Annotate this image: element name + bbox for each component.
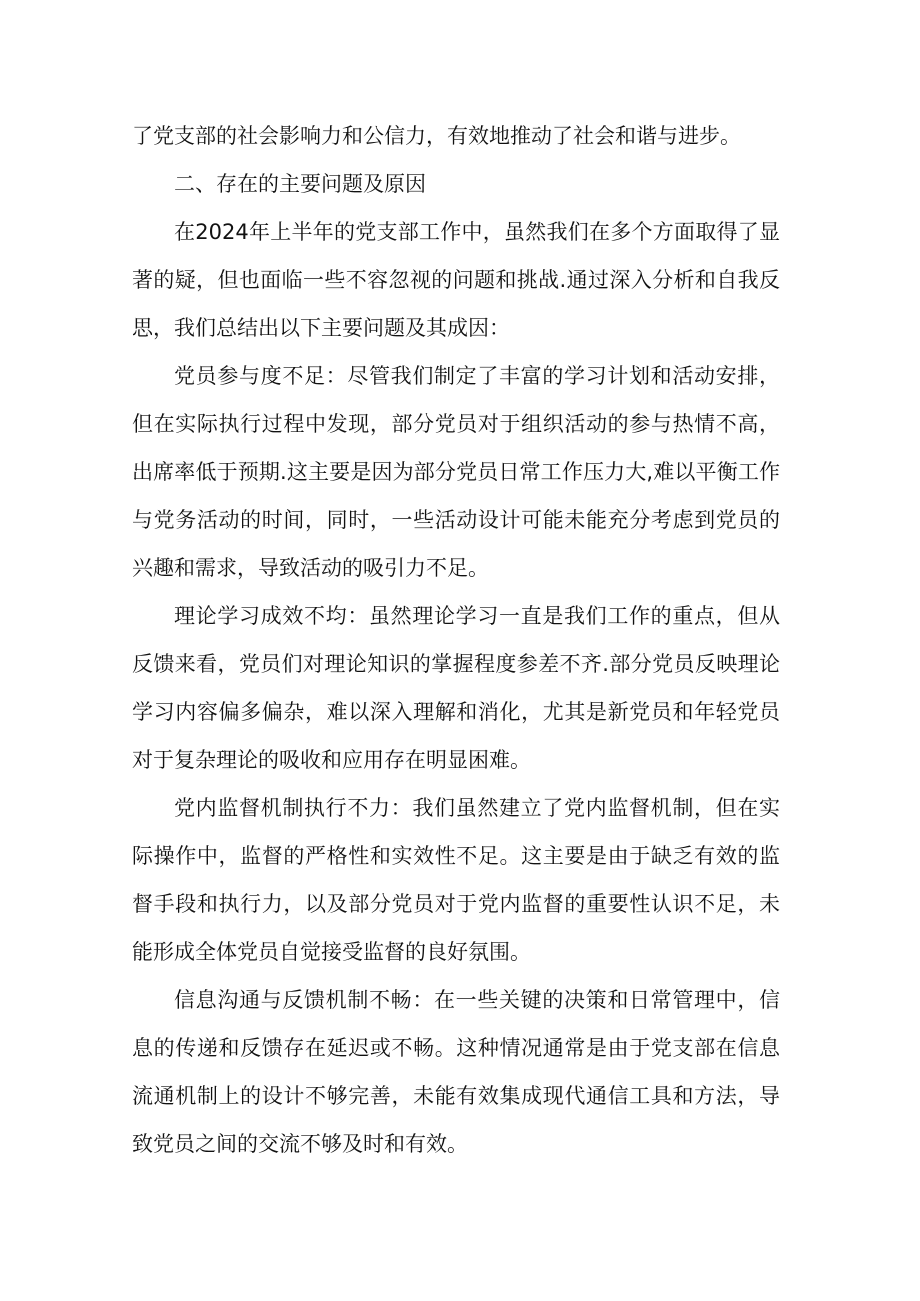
paragraph-member-participation: 党员参与度不足：尽管我们制定了丰富的学习计划和活动安排，但在实际执行过程中发现，部分党员对于组织活动的参与热情不高，出席率低于预期.这主要是因为部分党员日常工作压力大,难以平衡工作与党务活动的时间，同时，一些活动设计可能未能充分考虑到党员的兴趣和需求，导致活动的吸引力不足。	[132, 364, 780, 580]
paragraph-communication: 信息沟通与反馈机制不畅：在一些关键的决策和日常管理中，信息的传递和反馈存在延迟或不畅。这种情况通常是由于党支部在信息流通机制上的设计不够完善，未能有效集成现代通信工具和方法，导致党员之间的交流不够及时和有效。	[132, 988, 780, 1156]
paragraph-theory-study: 理论学习成效不均：虽然理论学习一直是我们工作的重点，但从反馈来看，党员们对理论知识的掌握程度参差不齐.部分党员反映理论学习内容偏多偏杂，难以深入理解和消化，尤其是新党员和年轻党员对于复杂理论的吸收和应用存在明显困难。	[132, 604, 780, 772]
paragraph-intro: 在2024年上半年的党支部工作中，虽然我们在多个方面取得了显著的疑，但也面临一些不容忽视的问题和挑战.通过深入分析和自我反思，我们总结出以下主要问题及其成因：	[132, 220, 780, 340]
document-body	[132, 112, 780, 1168]
paragraph-supervision: 党内监督机制执行不力：我们虽然建立了党内监督机制，但在实际操作中，监督的严格性和实效性不足。这主要是由于缺乏有效的监督手段和执行力，以及部分党员对于党内监督的重要性认识不足，未能形成全体党员自觉接受监督的良好氛围。	[132, 796, 780, 964]
paragraph-continuation: 了党支部的社会影响力和公信力，有效地推动了社会和谐与进步。	[132, 124, 741, 148]
section-heading: 二、存在的主要问题及原因	[174, 172, 426, 196]
